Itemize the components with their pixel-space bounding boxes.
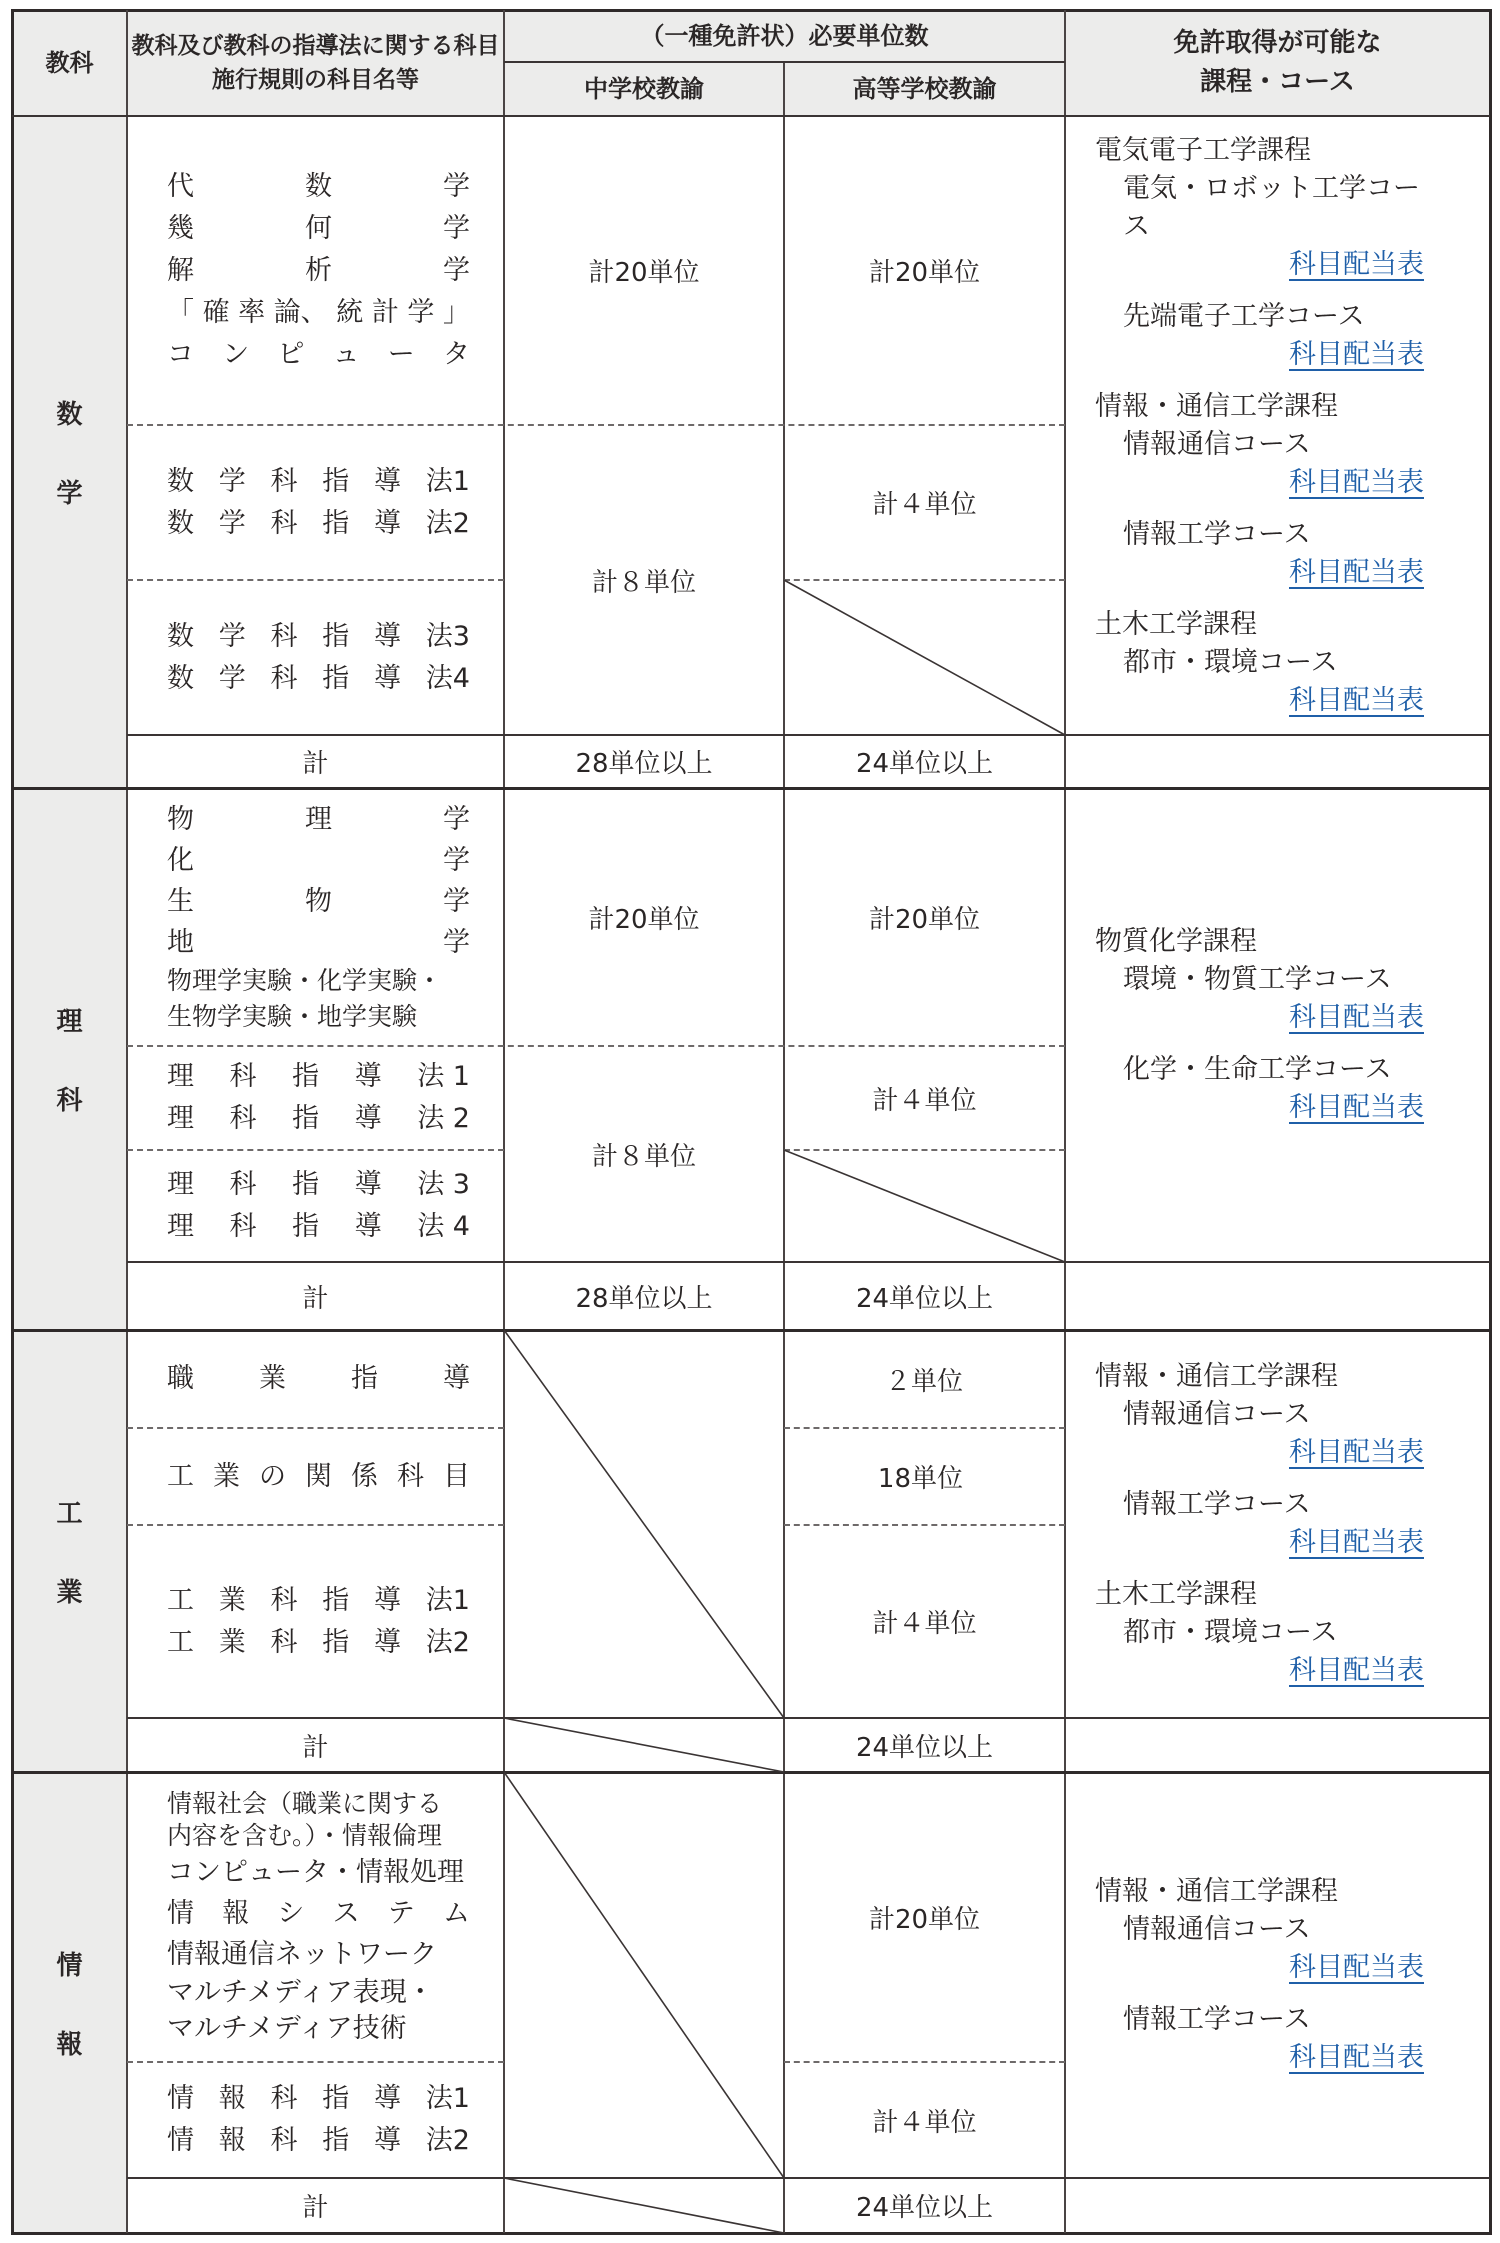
text: ム [442, 1897, 470, 1929]
text: 科 [270, 507, 298, 539]
text: 係 [351, 1460, 378, 1492]
header-course-subjects-line1: 教科及び教科の指導法に関する科目 [131, 32, 500, 59]
subject-allocation-link[interactable]: 科目配当表 [1289, 338, 1424, 370]
text: 生 [167, 886, 194, 917]
subject-allocation-link[interactable]: 科目配当表 [1289, 1655, 1424, 1686]
course-name: 情報通信コース [1123, 1399, 1311, 1430]
text: 法2 [425, 2125, 470, 2156]
text: 指 [322, 1626, 350, 1658]
subject-allocation-link[interactable]: 科目配当表 [1289, 556, 1424, 588]
text: 指 [322, 1584, 350, 1616]
text: 計20単位 [868, 904, 981, 935]
text: 工 [167, 1584, 194, 1616]
text: テ [387, 1897, 415, 1929]
text: 指 [322, 2083, 350, 2114]
text: 導 [374, 2125, 401, 2156]
item-row: マルチメディア技術 [167, 2012, 407, 2044]
text: 法1 [425, 1584, 470, 1616]
text: 学 [218, 662, 246, 694]
course-name: 情報工学コース [1123, 1489, 1311, 1520]
text: 計 [302, 1732, 329, 1763]
text: 導 [443, 1363, 470, 1394]
text: 数 [167, 662, 194, 694]
text: 導 [374, 1584, 401, 1616]
subject-char: 理 [56, 1007, 83, 1037]
text: 指 [322, 662, 350, 694]
text: 計８単位 [591, 567, 696, 598]
text: 計４単位 [872, 490, 977, 520]
text: 業 [218, 1584, 246, 1616]
text: 情 [167, 2125, 194, 2156]
subject-allocation-link[interactable]: 科目配当表 [1289, 466, 1424, 498]
item-row: 情報社会（職業に関する [167, 1788, 443, 1818]
text: 工 [167, 1460, 194, 1492]
text: 法3 [425, 620, 470, 652]
text: 導 [374, 507, 401, 539]
text: 理 [167, 1103, 194, 1134]
subject-allocation-link[interactable]: 科目配当表 [1289, 1952, 1424, 1983]
program-name: 情報・通信工学課程 [1095, 1361, 1338, 1392]
subject-char: 数 [56, 400, 83, 430]
text: 」 [442, 296, 470, 328]
text: 学 [443, 845, 470, 876]
text: 率 [238, 296, 266, 328]
text: 業 [218, 1626, 246, 1658]
header-required-units-label: （一種免許状）必要単位数 [640, 22, 929, 50]
text: 報 [222, 1897, 250, 1929]
text: 科 [270, 2125, 298, 2156]
text: 導 [374, 2083, 401, 2114]
text: 学 [443, 927, 470, 958]
text: 28単位以上 [575, 1283, 713, 1314]
text: 数 [167, 507, 194, 539]
course-name: 都市・環境コース [1123, 646, 1338, 678]
program-name: 情報・通信工学課程 [1095, 1876, 1338, 1907]
text: 学 [407, 296, 435, 328]
text: 代 [167, 170, 194, 202]
text: 指 [322, 620, 350, 652]
text: 計 [302, 2193, 329, 2223]
subject-char: 学 [56, 479, 83, 509]
text: 情 [167, 1897, 194, 1929]
text: 科 [229, 1061, 257, 1092]
text: 計４単位 [872, 1085, 977, 1116]
text: 計４単位 [872, 2107, 977, 2138]
text: 科 [397, 1460, 424, 1492]
text: 導 [374, 662, 401, 694]
text: 指 [292, 1103, 320, 1134]
text: 法1 [425, 465, 470, 497]
text: 法 1 [417, 1061, 470, 1092]
text: 科 [229, 1211, 257, 1242]
program-name: 物質化学課程 [1095, 926, 1257, 957]
text: コ [167, 338, 194, 370]
item-row: マルチメディア表現・ [167, 1976, 434, 2008]
text: 学 [218, 465, 246, 497]
text: 科 [270, 620, 298, 652]
text: 物 [167, 804, 194, 835]
program-name: 情報・通信工学課程 [1095, 390, 1338, 422]
text: 指 [322, 507, 350, 539]
text: 24単位以上 [855, 1283, 994, 1314]
text: 科 [229, 1169, 257, 1200]
text: 業 [259, 1363, 286, 1394]
text: 何 [305, 212, 332, 244]
text: 業 [213, 1460, 240, 1492]
text: 24単位以上 [855, 2193, 994, 2223]
text: 導 [354, 1103, 382, 1134]
text: 理 [167, 1061, 194, 1092]
text: 解 [167, 254, 194, 286]
text: 法 4 [417, 1211, 470, 1242]
text: 科 [270, 1584, 298, 1616]
text: 法4 [425, 662, 470, 694]
text: 確 [202, 296, 230, 328]
text: 科 [270, 1626, 298, 1658]
course-name: 情報通信コース [1123, 1914, 1311, 1945]
text: 28単位以上 [575, 749, 713, 779]
text: 計８単位 [591, 1141, 696, 1172]
text: 数 [305, 170, 332, 202]
text: の [259, 1460, 286, 1492]
item-row: 情報通信ネットワーク [167, 1938, 437, 1970]
text: 数 [167, 620, 194, 652]
text: 指 [322, 2125, 350, 2156]
item-row: コンピュータ・情報処理 [167, 1856, 464, 1888]
text: 法2 [425, 1626, 470, 1658]
course-name: 電気・ロボット工学コース [1123, 172, 1420, 242]
text: 理 [167, 1211, 194, 1242]
text: 学 [218, 507, 246, 539]
course-name: 情報工学コース [1123, 2004, 1311, 2035]
text: 学 [443, 254, 470, 286]
course-name: 先端電子工学コース [1123, 300, 1365, 332]
text: 科 [229, 1103, 257, 1134]
text: 学 [443, 886, 470, 917]
subject-allocation-link[interactable]: 科目配当表 [1289, 1002, 1424, 1033]
subject-char: 情 [56, 1950, 83, 1981]
text: 報 [218, 2083, 246, 2114]
text: シ [277, 1897, 305, 1929]
course-name: 化学・生命工学コース [1123, 1054, 1392, 1085]
subject-char: 工 [56, 1499, 83, 1529]
text: 計20単位 [588, 904, 700, 935]
subject-allocation-link[interactable]: 科目配当表 [1289, 248, 1424, 280]
text: 計 [371, 296, 399, 328]
text: 指 [322, 465, 350, 497]
course-name: 情報通信コース [1123, 428, 1311, 460]
text: 地 [167, 927, 194, 958]
text: 関 [305, 1460, 332, 1492]
text: 学 [443, 804, 470, 835]
text: 導 [374, 1626, 401, 1658]
text: 物 [305, 886, 332, 917]
item-row: 生物学実験・地学実験 [167, 1002, 418, 1031]
text: 理 [305, 804, 332, 835]
header-programs-line1: 免許取得が可能な [1173, 28, 1382, 58]
text: 計20単位 [868, 258, 981, 288]
subject-allocation-link[interactable]: 科目配当表 [1289, 2042, 1424, 2073]
text: 法1 [425, 2083, 470, 2114]
text: 科 [270, 2083, 298, 2114]
header-junior-high-label: 中学校教諭 [584, 75, 704, 103]
text: 学 [443, 170, 470, 202]
text: 導 [354, 1169, 382, 1200]
program-name: 土木工学課程 [1095, 608, 1257, 640]
text: 24単位以上 [855, 1732, 994, 1763]
text: 計 [302, 1283, 329, 1314]
text: 論、 [273, 296, 328, 328]
text: 科 [270, 465, 298, 497]
subject-char: 報 [56, 2029, 83, 2060]
text: 化 [167, 845, 194, 876]
program-name: 電気電子工学課程 [1095, 134, 1311, 166]
text: 学 [443, 212, 470, 244]
text: 18単位 [877, 1464, 963, 1494]
text: ュ [332, 338, 360, 370]
subject-allocation-link[interactable]: 科目配当表 [1289, 1092, 1424, 1123]
subject-allocation-link[interactable]: 科目配当表 [1289, 1437, 1424, 1468]
text: 24単位以上 [855, 749, 994, 779]
text: ー [387, 338, 415, 370]
course-name: 都市・環境コース [1123, 1617, 1338, 1648]
text: 理 [167, 1169, 194, 1200]
text: ２単位 [884, 1366, 963, 1397]
text: 幾 [167, 212, 194, 244]
text: ピ [277, 338, 305, 370]
text: 導 [374, 620, 401, 652]
text: 析 [305, 254, 332, 286]
text: 法2 [425, 507, 470, 539]
course-name: 環境・物質工学コース [1123, 964, 1392, 995]
text: 計 [302, 749, 329, 779]
subject-allocation-link[interactable]: 科目配当表 [1289, 684, 1424, 716]
header-senior-high-label: 高等学校教諭 [852, 75, 997, 103]
text: 学 [218, 620, 246, 652]
text: 統 [336, 296, 364, 328]
text: 導 [354, 1211, 382, 1242]
text: 工 [167, 1626, 194, 1658]
text: 法 2 [417, 1103, 470, 1134]
header-course-subjects-line2: 施行規則の科目名等 [212, 67, 419, 93]
text: 指 [292, 1211, 320, 1242]
text: 導 [374, 465, 401, 497]
item-row: 内容を含む。）・情報倫理 [167, 1820, 443, 1850]
text: 指 [292, 1169, 320, 1200]
course-name: 情報工学コース [1123, 518, 1311, 550]
text: 目 [443, 1460, 470, 1492]
text: 法 3 [417, 1169, 470, 1200]
subject-allocation-link[interactable]: 科目配当表 [1289, 1527, 1424, 1558]
item-row: 物理学実験・化学実験・ [167, 966, 443, 995]
text: ス [332, 1897, 360, 1929]
program-name: 土木工学課程 [1095, 1579, 1257, 1610]
subject-char: 科 [56, 1086, 83, 1116]
text: 指 [351, 1363, 378, 1394]
text: 情 [167, 2083, 194, 2114]
text: 科 [270, 662, 298, 694]
subject-char: 業 [56, 1578, 83, 1608]
text: ン [222, 338, 250, 370]
text: タ [442, 338, 470, 370]
header-subject-label: 教科 [45, 49, 94, 77]
text: 指 [292, 1061, 320, 1092]
text: 導 [354, 1061, 382, 1092]
text: 報 [218, 2125, 246, 2156]
text: 職 [167, 1363, 194, 1394]
header-programs-line2: 課程・コース [1200, 67, 1355, 97]
text: 数 [167, 465, 194, 497]
text: 計20単位 [868, 1904, 981, 1935]
text: 計20単位 [588, 258, 700, 288]
text: 「 [167, 296, 194, 328]
text: 計４単位 [872, 1609, 977, 1639]
